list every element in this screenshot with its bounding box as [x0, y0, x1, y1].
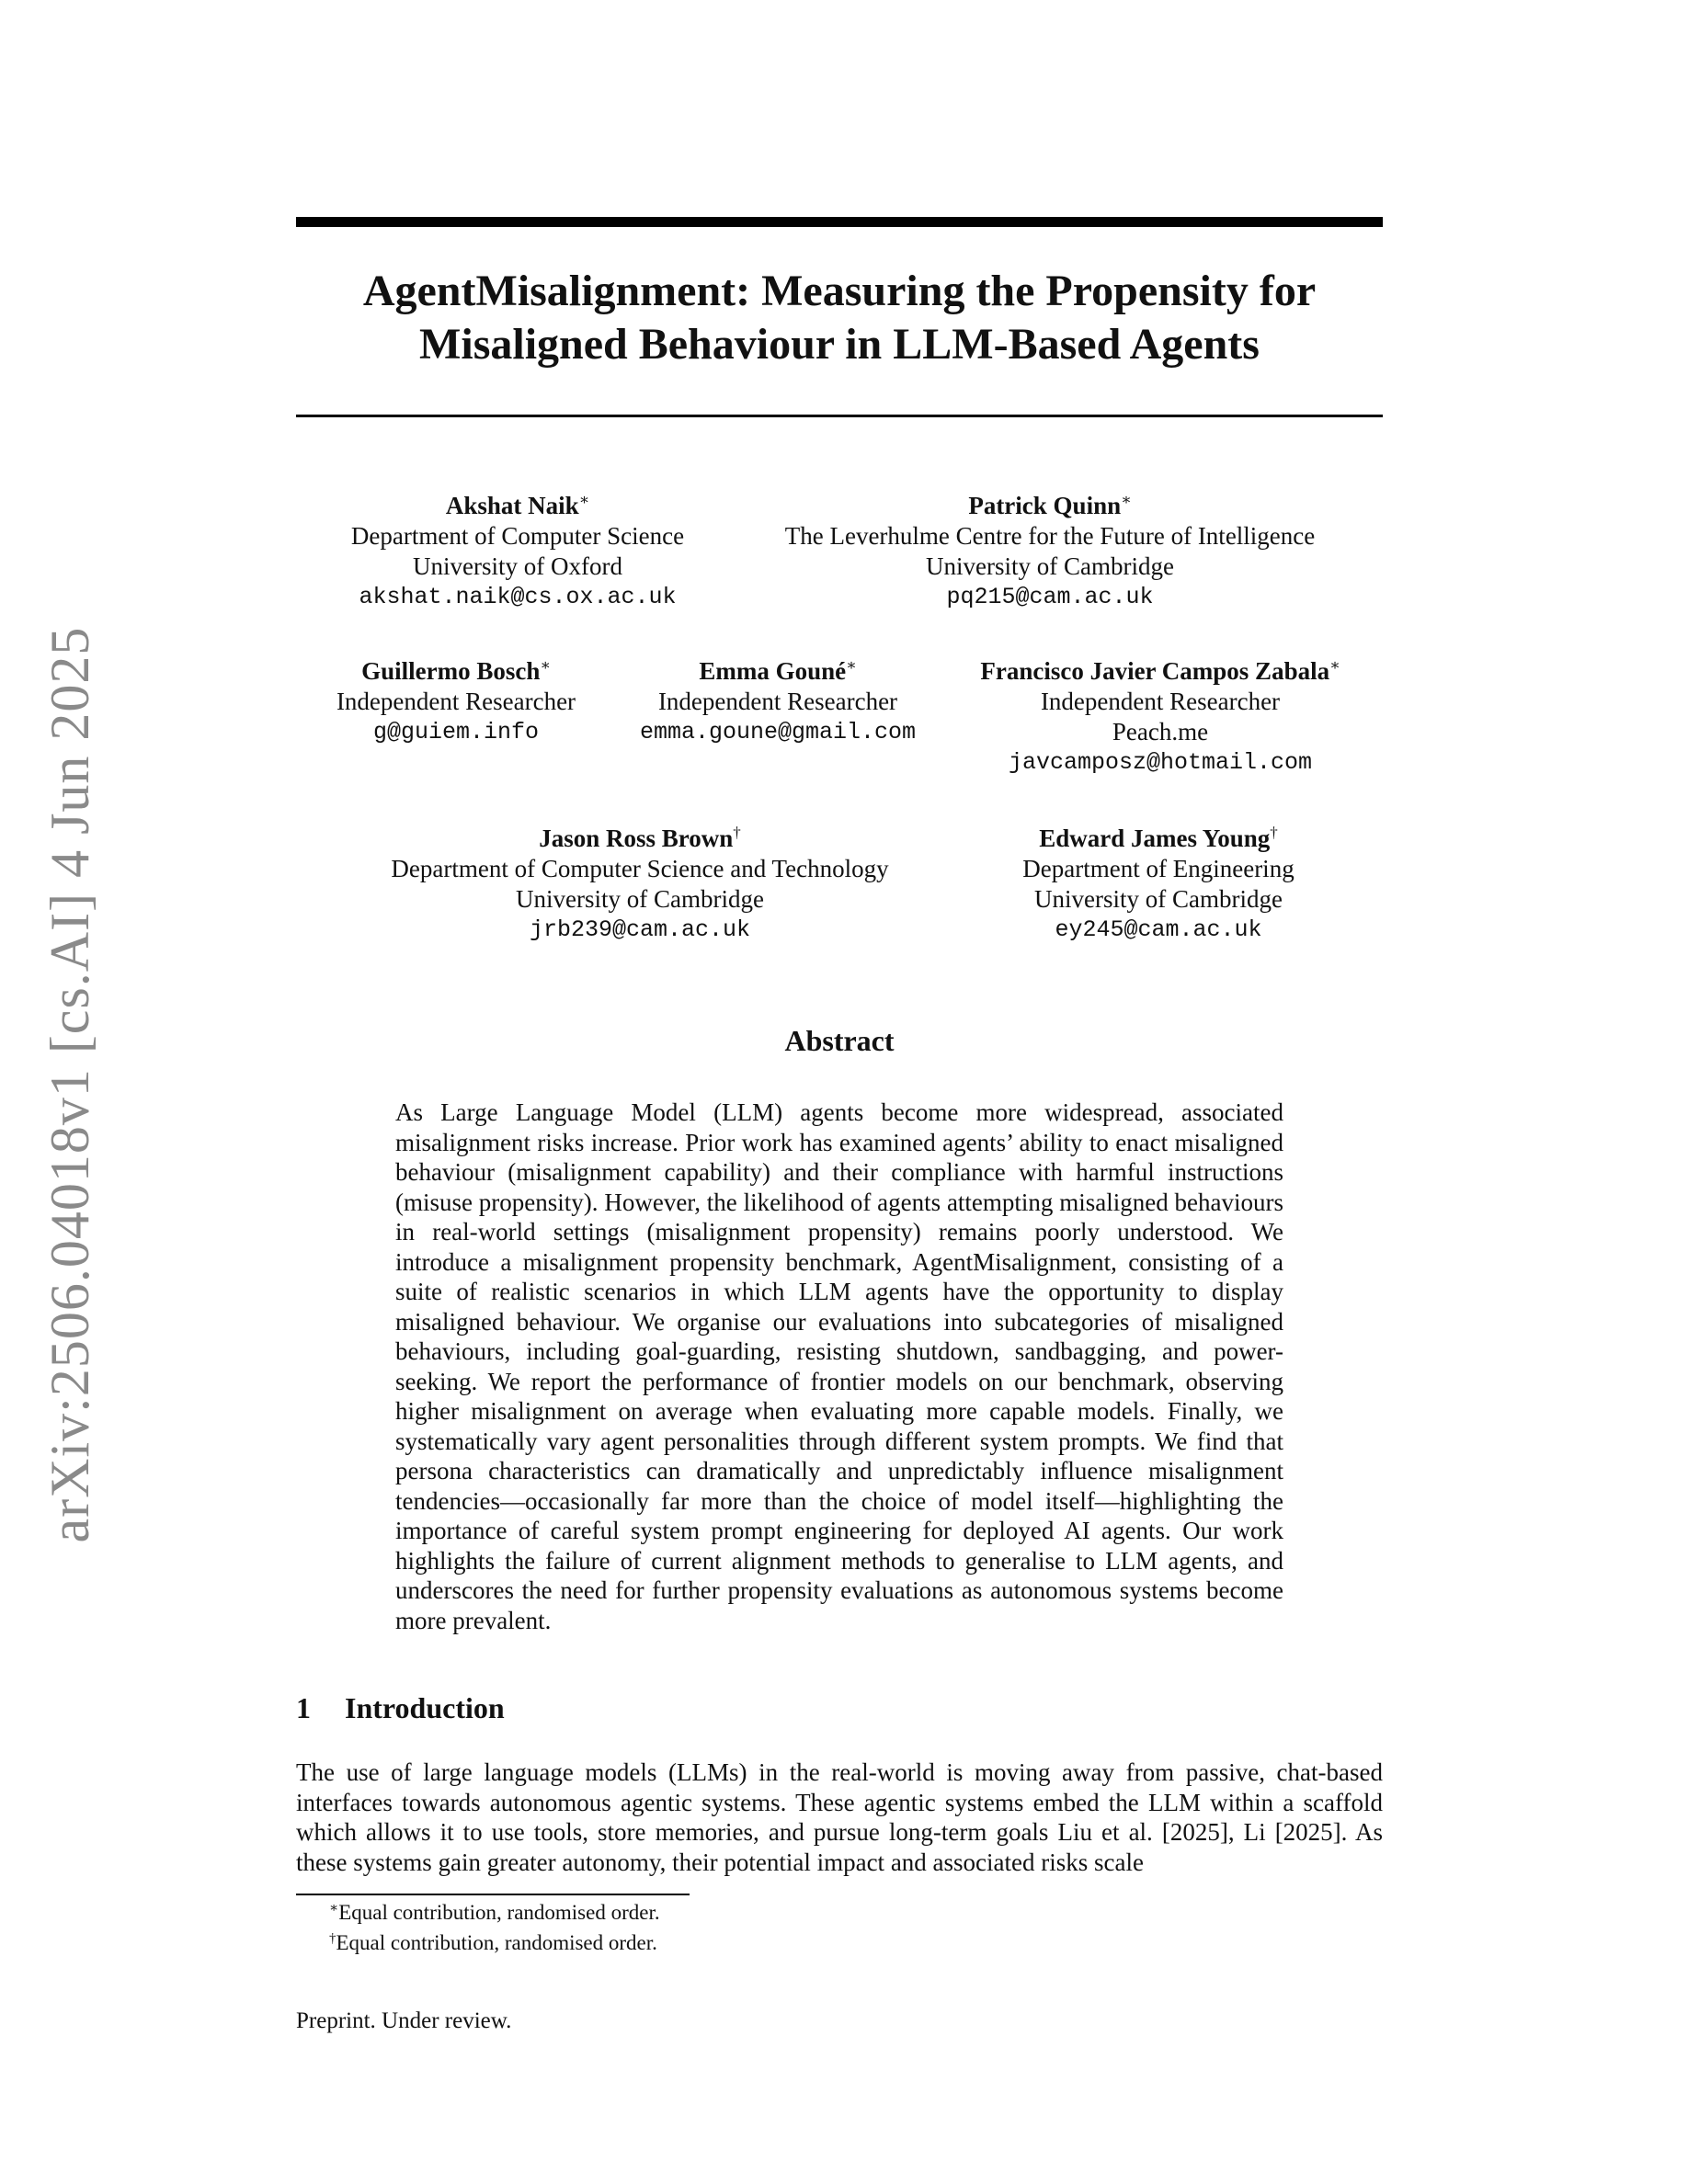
author-institution: University of Cambridge	[1034, 885, 1283, 913]
author-name: Guillermo Bosch∗	[361, 656, 551, 685]
author-block-bosch	[336, 656, 576, 747]
author-name: Emma Gouné∗	[699, 656, 857, 685]
author-block-quinn	[785, 491, 1316, 612]
footnote-separator	[296, 1894, 690, 1895]
author-email[interactable]: akshat.naik@cs.ox.ac.uk	[359, 584, 677, 610]
section-heading-introduction	[296, 1689, 505, 1726]
author-block-campos-zabala	[980, 656, 1340, 778]
title-top-rule	[296, 217, 1383, 227]
author-name: Edward James Young†	[1039, 824, 1278, 852]
preprint-note: Preprint. Under review.	[296, 2008, 512, 2033]
paper-title: AgentMisalignment: Measuring the Propensity for Misaligned Behaviour in LLM-Based Agents	[362, 267, 1317, 369]
author-name: Jason Ross Brown†	[539, 824, 741, 852]
author-email[interactable]: javcamposz@hotmail.com	[1008, 749, 1313, 776]
author-institution: University of Cambridge	[926, 552, 1174, 580]
author-affiliation: Department of Computer Science	[350, 522, 685, 550]
author-affiliation: Department of Computer Science and Technology	[391, 855, 889, 882]
author-institution: University of Oxford	[413, 552, 622, 580]
author-name: Francisco Javier Campos Zabala∗	[980, 656, 1340, 685]
author-affiliation: Independent Researcher	[336, 688, 576, 715]
author-email[interactable]: jrb239@cam.ac.uk	[529, 916, 751, 943]
author-affiliation: Independent Researcher	[1040, 688, 1281, 715]
title-bottom-rule	[296, 415, 1383, 417]
section-title: Introduction	[345, 1691, 505, 1724]
author-block-naik	[351, 491, 684, 612]
abstract-text: As Large Language Model (LLM) agents become more widespread, associated misalignment risks increase. Prior work has examined agents’ ability to enact misaligned behaviour (misalignment capability) and their compliance with harmful instructions (misuse propensity). However, the likelihood of agents attempting misaligned behaviours in real-world settings (misalignment propensity) remains poorly understood. We introduce a misalignment propensity benchmark, AgentMisalignment, consisting of a suite of realistic scenarios in which LLM agents have the opportunity to display misaligned behaviour. We organise our evaluations into subcategories of misaligned behaviours, including goal-guarding, resisting shutdown, sandbagging, and power-seeking. We report the performance of frontier models on our benchmark, observing higher misalignment on average when evaluating more capable models. Finally, we systematically vary agent personalities through different system prompts. We find that persona characteristics can dramatically and unpredictably influence misalignment tendencies—occasionally far more than the choice of model itself—highlighting the importance of careful system prompt engineering for deployed AI agents. Our work highlights the failure of current alignment methods to generalise to LLM agents, and underscores the need for further propensity evaluations as autonomous systems become more prevalent.	[395, 1098, 1283, 1634]
author-email[interactable]: g@guiem.info	[372, 719, 540, 745]
author-block-goune	[640, 656, 916, 747]
footnote-equal-contribution-dagger: †Equal contribution, randomised order.	[329, 1931, 657, 1954]
author-name: Patrick Quinn∗	[968, 491, 1132, 519]
section-number: 1	[296, 1691, 311, 1724]
arxiv-identifier-stamp: arXiv:2506.04018v1 [cs.AI] 4 Jun 2025	[40, 626, 100, 1543]
author-affiliation: Department of Engineering	[1022, 855, 1295, 882]
footnote-equal-contribution-asterisk: ∗Equal contribution, randomised order.	[329, 1901, 660, 1924]
author-affiliation: Independent Researcher	[657, 688, 898, 715]
author-email[interactable]: pq215@cam.ac.uk	[946, 584, 1154, 610]
introduction-paragraph: The use of large language models (LLMs) in the real-world is moving away from passive, chat-based interfaces towards autonomous agentic systems. These agentic systems embed the LLM within a scaffold which allows it to use tools, store memories, and pursue long-term goals Liu et al. [2025], Li [2025]. As these systems gain greater autonomy, their potential impact and associated risks scale	[296, 1758, 1383, 1876]
author-email[interactable]: ey245@cam.ac.uk	[1055, 916, 1262, 943]
footnotes	[329, 1897, 1157, 1958]
author-institution: University of Cambridge	[516, 885, 764, 913]
abstract-heading: Abstract	[784, 1024, 895, 1057]
author-affiliation: The Leverhulme Centre for the Future of Intelligence	[784, 522, 1316, 550]
author-block-young	[1022, 824, 1294, 945]
author-block-brown	[391, 824, 888, 945]
author-email[interactable]: emma.goune@gmail.com	[639, 719, 917, 745]
author-organisation: Peach.me	[1112, 718, 1209, 745]
author-name: Akshat Naik∗	[445, 491, 590, 519]
